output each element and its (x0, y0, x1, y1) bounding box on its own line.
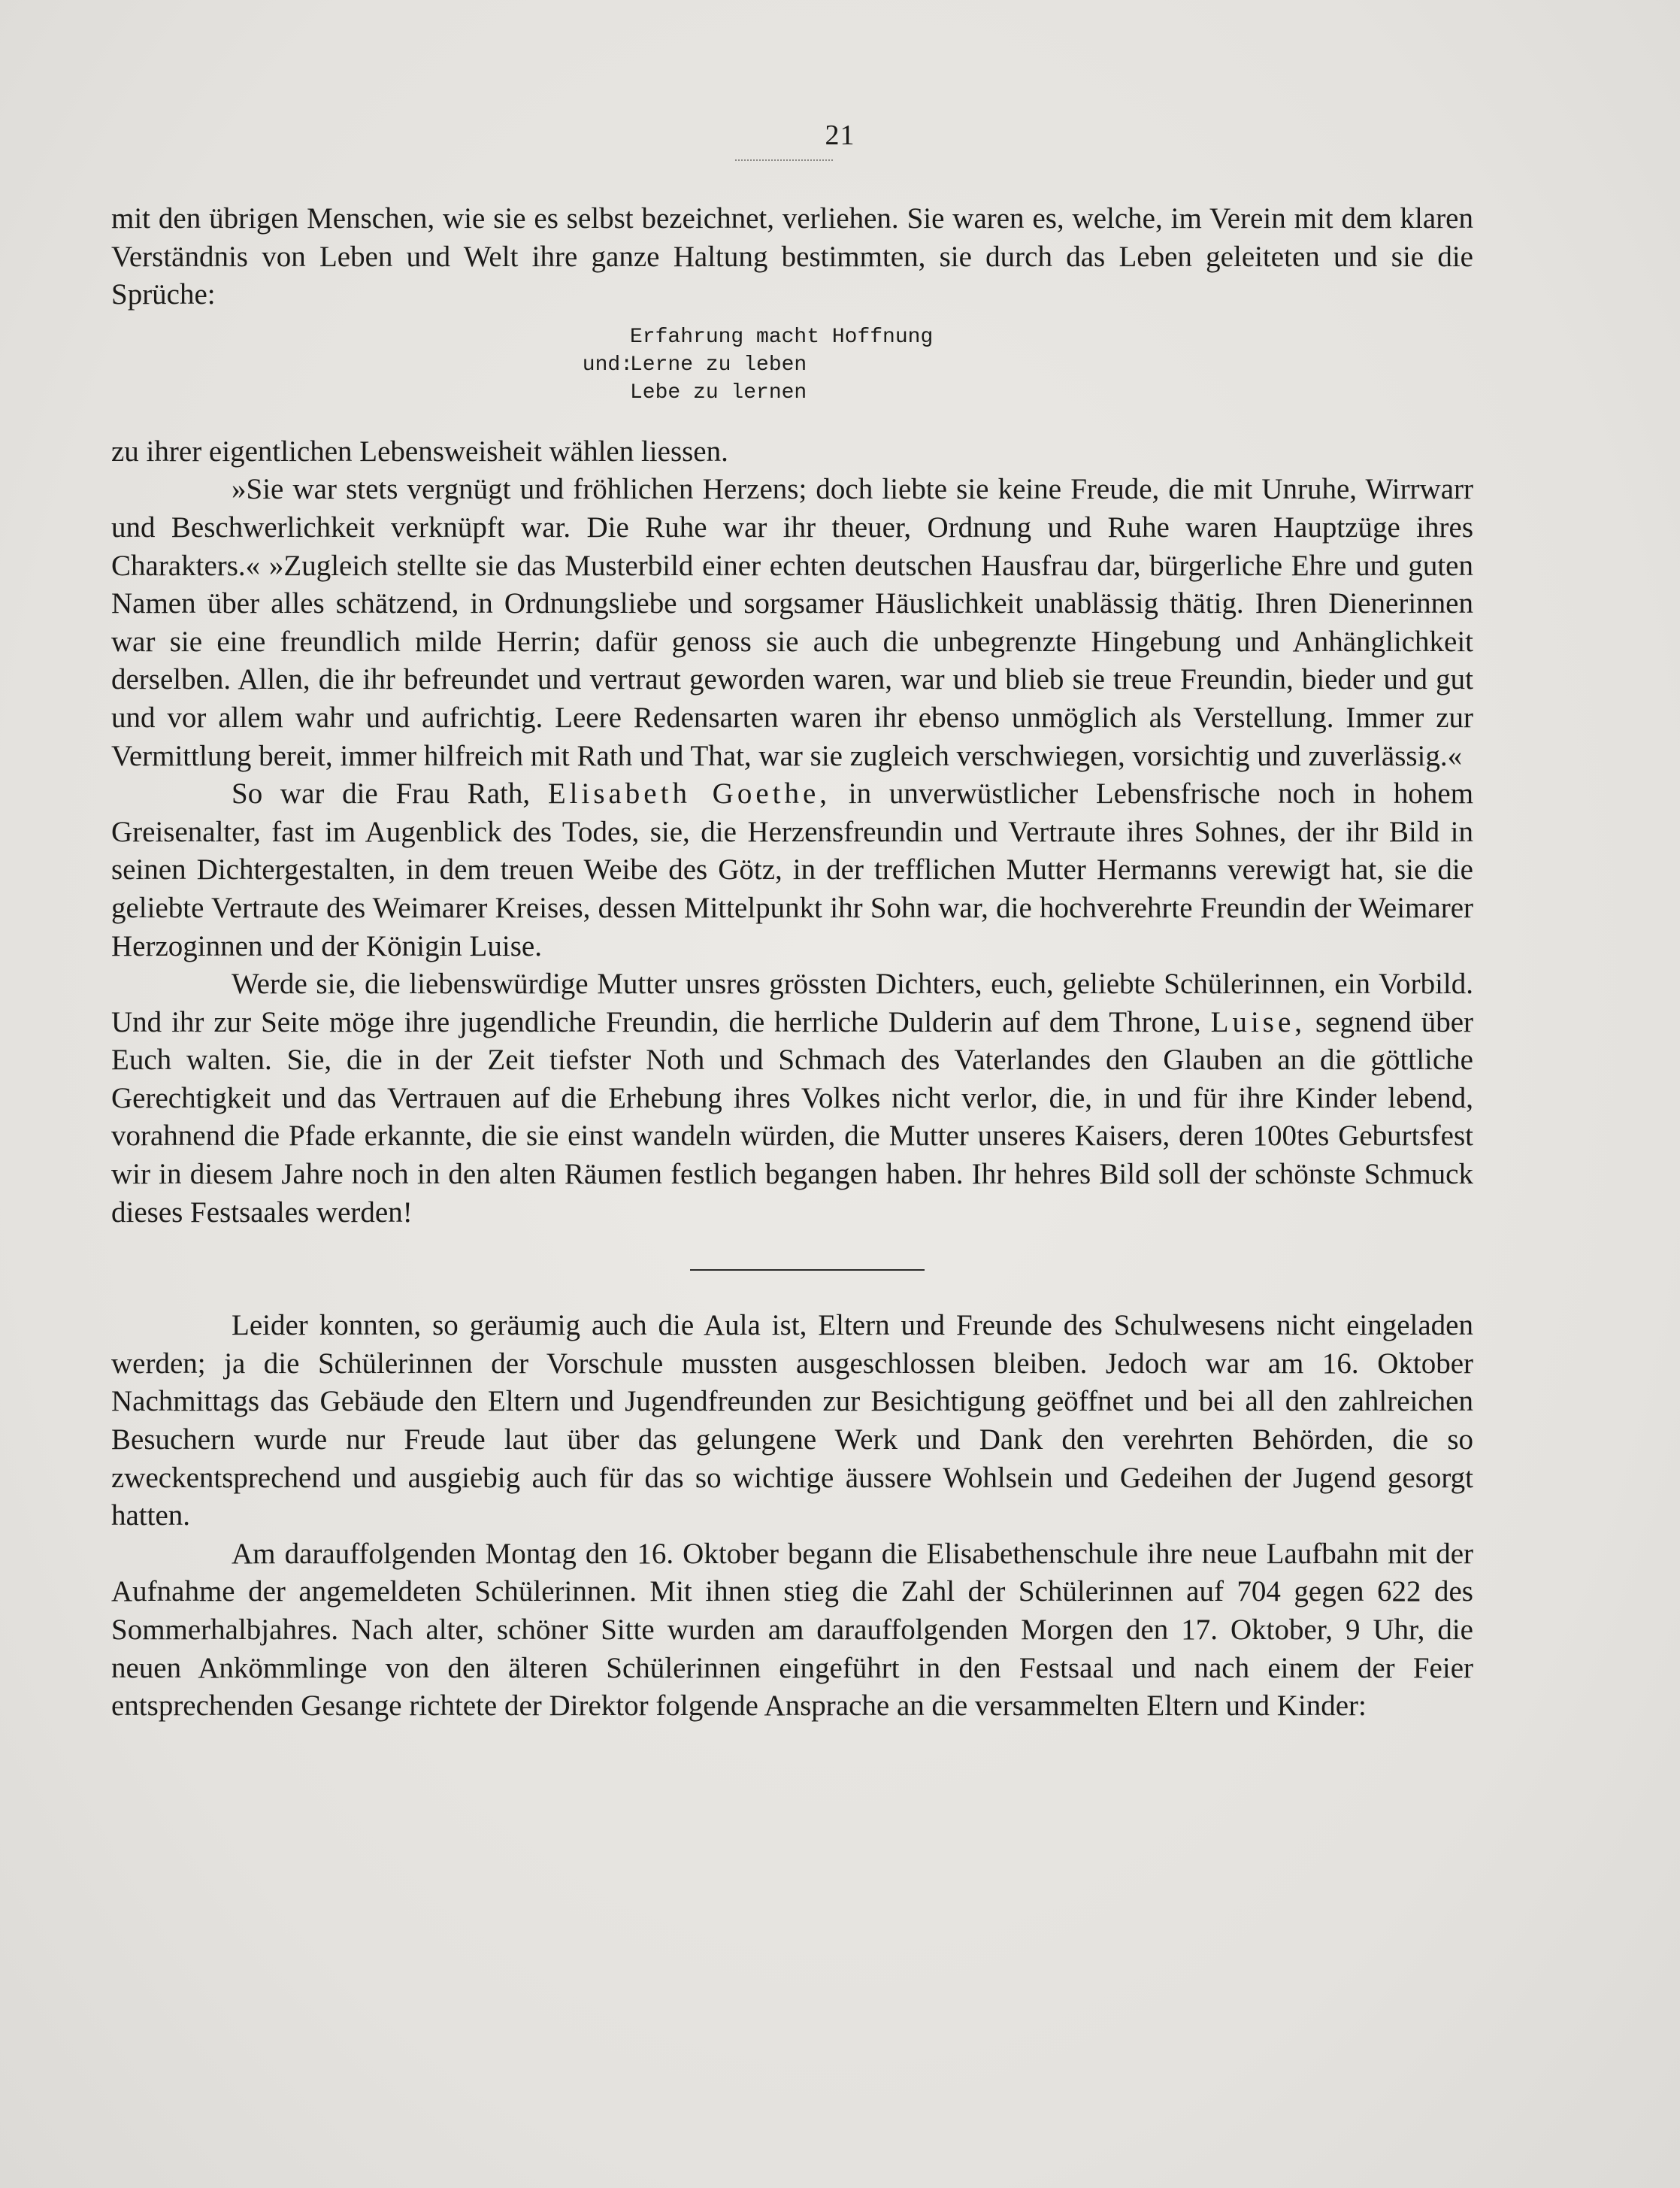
paragraph-2: zu ihrer eigentlichen Lebensweisheit wählen liessen. (111, 435, 728, 468)
paragraph-3-quote: »Sie war stets vergnügt und fröhlichen Herzens; doch liebte sie keine Freude, die mit Unruhe, Wirrwarr und Beschwerlichkeit verknüpft war. Die Ruhe war ihr theuer, Ordnung und Ruhe waren Hauptzüge ihres Charakters.« »Zugleich stellte sie das Musterbild einer echten deutschen Hausfrau dar, bürgerliche Ehre und guten Namen über alles schätzend, in Ordnungsliebe und sorgsamer Häuslichkeit unablässig thätig. Ihren Dienerinnen war sie eine freundlich milde Herrin; dafür genoss sie auch die unbegrenzte Hingebung und Anhänglichkeit derselben. Allen, die ihr befreundet und vertraut geworden waren, war und blieb sie treue Freundin, bieder und gut und vor allem wahr und aufrichtig. Leere Redensarten waren ihr ebenso unmöglich als Verstellung. Immer zur Vermittlung bereit, immer hilfreich mit Rath und That, war sie zugleich verschwiegen, vorsichtig und zuverlässig.« (111, 473, 1473, 772)
motto-verse (111, 323, 1473, 433)
paragraph-4 (111, 775, 1473, 965)
paragraph-5-start: Werde sie, die liebenswürdige Mutter unsres grössten Dichters, euch, geliebte Schülerinnen, ein Vorbild. Und ihr zur Seite möge ihre jugendliche Freundin, die herrliche Dulderin auf dem Throne, (111, 968, 1473, 1038)
page-number-underline (735, 159, 833, 161)
paragraph-4-rest: in unverwüstlicher Lebensfrische noch in hohem Greisenalter, fast im Augenblick des Todes, sie, die Herzensfreundin und Vertraute ihres Sohnes, der ihr Bild in seinen Dichtergestalten, in dem treuen Weibe des Götz, in der trefflichen Mutter Hermanns verewigt hat, sie die geliebte Vertraute des Weimarer Kreises, dessen Mittelpunkt ihr Sohn war, die hochverehrte Freundin der Weimarer Herzoginnen und der Königin Luise. (111, 777, 1474, 962)
paragraph-6: Leider konnten, so geräumig auch die Aula ist, Eltern und Freunde des Schulwesens nicht eingeladen werden; ja die Schülerinnen der Vorschule mussten ausgeschlossen bleiben. Jedoch war am 16. Oktober Nachmittags das Gebäude den Eltern und Jugendfreunden zur Besichtigung geöffnet und bei all den zahlreichen Besuchern wurde nur Freude laut über das gelungene Werk und Dank den verehrten Behörden, die so zweckentsprechend und ausgiebig auch für das so wichtige äussere Wohlsein und Gedeihen der Jugend gesorgt hatten. (111, 1309, 1473, 1532)
motto-line-2: Lerne zu leben (630, 353, 807, 377)
section-divider (690, 1269, 925, 1271)
paragraph-7: Am darauffolgenden Montag den 16. Oktober begann die Elisabethenschule ihre neue Laufbahn mit der Aufnahme der angemeldeten Schülerinnen. Mit ihnen stieg die Zahl der Schülerinnen auf 704 gegen 622 des Sommerhalbjahres. Nach alter, schöner Sitte wurden am darauffolgenden Morgen den 17. Oktober, 9 Uhr, die neuen Ankömmlinge von den älteren Schülerinnen eingeführt in den Festsaal und nach einem der Feier entsprechenden Gesange richtete der Direktor folgende Ansprache an die versammelten Eltern und Kinder: (111, 1537, 1473, 1723)
paragraph-5 (111, 965, 1473, 1232)
name-luise: Luise, (1210, 1005, 1306, 1038)
motto-lead: und: (582, 353, 633, 377)
name-elisabeth-goethe: Elisabeth Goethe, (547, 777, 831, 811)
paragraph-5-rest: segnend über Euch walten. Sie, die in der Zeit tiefster Noth und Schmach des Vaterlandes den Glauben an die göttliche Gerechtigkeit und das Vertrauen auf die Erhebung ihres Volkes nicht verlor, die, in und für ihre Kinder lebend, vorahnend die Pfade erkannte, die sie einst wandeln würden, die Mutter unseres Kaisers, deren 100tes Geburtsfest wir in diesem Jahre noch in den alten Räumen festlich begangen haben. Ihr hehres Bild soll der schönste Schmuck dieses Festsaales werden! (111, 1005, 1473, 1229)
motto-line-1: Erfahrung macht Hoffnung (630, 325, 934, 349)
paragraph-1: mit den übrigen Menschen, wie sie es selbst bezeichnet, verliehen. Sie waren es, welche, im Verein mit dem klaren Verständnis von Leben und Welt ihre ganze Haltung bestimmten, sie durch das Leben geleiteten und sie die Sprüche: (111, 202, 1473, 311)
paragraph-4-start: So war die Frau Rath, (232, 777, 531, 811)
motto-line-3: Lebe zu lernen (630, 380, 807, 405)
page-number: 21 (825, 120, 855, 151)
document-body (111, 200, 1473, 1726)
